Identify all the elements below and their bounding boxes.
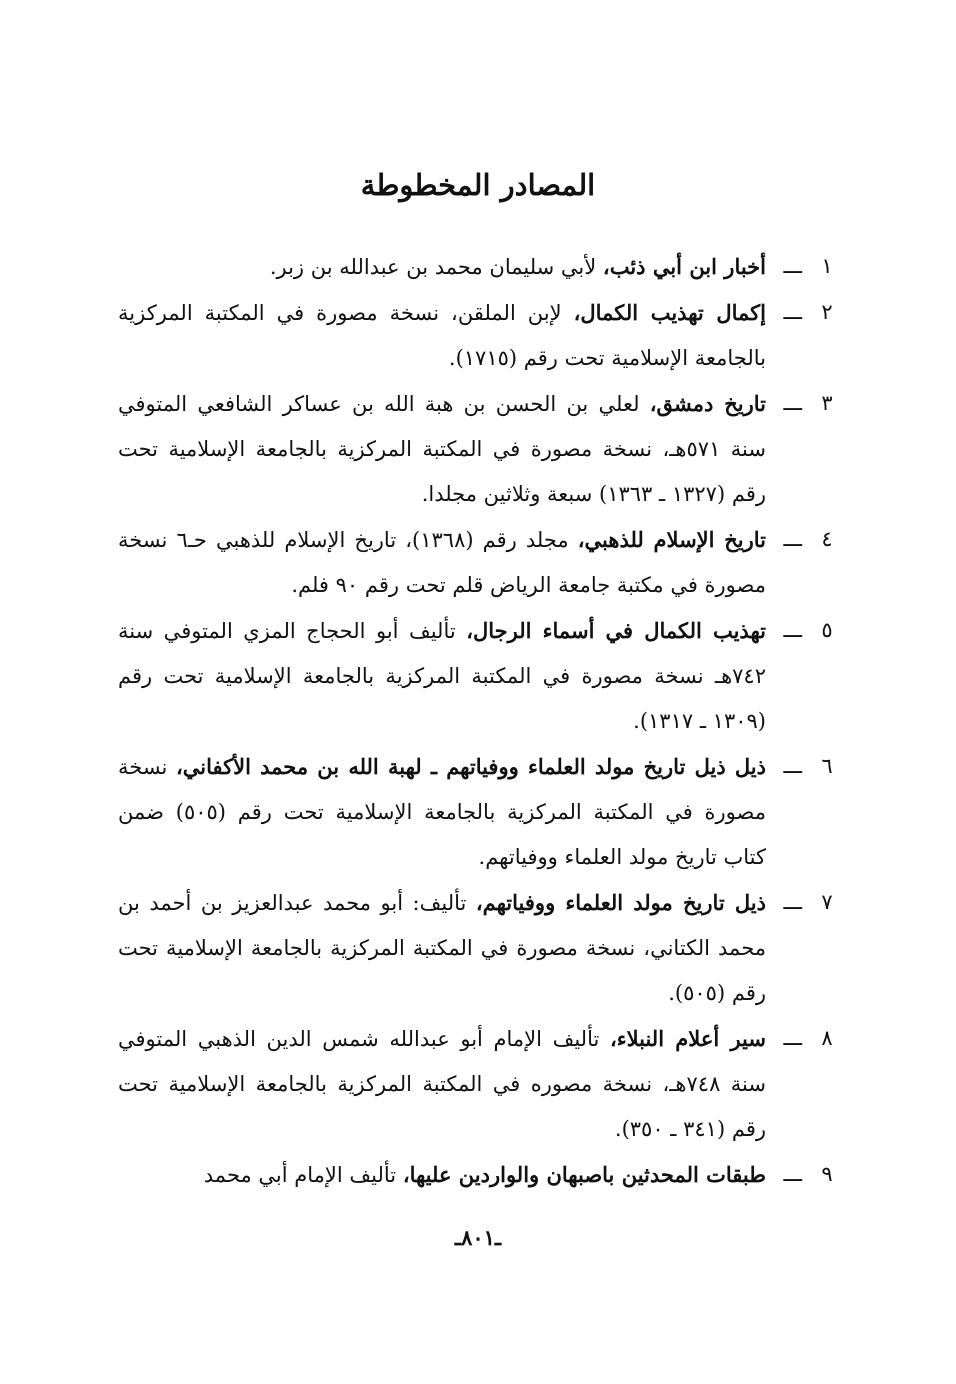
entry-title: تاريخ دمشق، [649, 391, 766, 416]
entry-number: ٩ [821, 1162, 833, 1186]
entry-dash: ـــ [783, 527, 802, 551]
entry-number: ٢ [821, 300, 833, 324]
entry-title: أخبار ابن أبي ذئب، [602, 254, 766, 279]
entry-dash: ـــ [783, 754, 802, 778]
source-entry [118, 608, 838, 744]
entry-dash: ـــ [783, 300, 802, 324]
entry-text: لإبن الملقن، نسخة مصورة في المكتبة المركزية بالجامعة الإسلامية تحت رقم (١٧١٥). [118, 301, 766, 370]
entry-number: ١ [821, 254, 833, 278]
entry-text: مجلد رقم (١٣٦٨)، تاريخ الإسلام للذهبي حـ٦ نسخة مصورة في مكتبة جامعة الرياض قلم تحت رقم ٩٠ فلم. [118, 528, 766, 597]
source-entry [118, 381, 838, 517]
source-entry [118, 1152, 838, 1198]
entry-dash: ـــ [783, 890, 802, 914]
entry-number: ٦ [821, 754, 833, 778]
entry-text: تأليف الإمام أبو عبدالله شمس الدين الذهبي المتوفي سنة ٧٤٨هـ، نسخة مصوره في المكتبة المركزية بالجامعة الإسلامية تحت رقم (٣٤١ ـ ٣٥٠). [118, 1027, 766, 1141]
entry-text: نسخة مصورة في المكتبة المركزية بالجامعة الإسلامية تحت رقم (٥٠٥) ضمن كتاب تاريخ مولد العلماء ووفياتهم. [118, 755, 766, 869]
entry-number: ٣ [821, 391, 833, 415]
entry-dash: ـــ [783, 618, 802, 642]
source-entry [118, 744, 838, 880]
entry-text: لأبي سليمان محمد بن عبدالله بن زبر. [269, 255, 603, 279]
entry-dash: ـــ [783, 1162, 802, 1186]
entry-dash: ـــ [783, 391, 802, 415]
source-entry [118, 880, 838, 1016]
entry-dash: ـــ [783, 1026, 802, 1050]
source-entry [118, 1016, 838, 1152]
source-entry [118, 244, 838, 290]
entry-title: طبقات المحدثين باصبهان والواردين عليها، [402, 1162, 766, 1187]
manuscript-sources-list [118, 244, 838, 1198]
entry-title: تهذيب الكمال في أسماء الرجال، [466, 618, 766, 643]
source-entry [118, 517, 838, 608]
entry-title: ذيل تاريخ مولد العلماء ووفياتهم، [475, 890, 766, 915]
entry-number: ٤ [821, 527, 833, 551]
entry-dash: ـــ [783, 254, 802, 278]
source-entry [118, 290, 838, 381]
entry-text: تأليف أبو الحجاج المزي المتوفي سنة ٧٤٢هـ نسخة مصورة في المكتبة المركزية بالجامعة الإسلامية تحت رقم (١٣٠٩ ـ ١٣١٧). [118, 619, 766, 733]
entry-number: ٨ [821, 1026, 833, 1050]
entry-number: ٥ [821, 618, 833, 642]
entry-text: تأليف: أبو محمد عبدالعزيز بن أحمد بن محمد الكتاني، نسخة مصورة في المكتبة المركزية بالجامعة الإسلامية تحت رقم (٥٠٥). [118, 891, 766, 1005]
entry-title: سير أعلام النبلاء، [609, 1026, 766, 1051]
page-number: ـ٨٠١ـ [454, 1225, 502, 1250]
entry-text: لعلي بن الحسن بن هبة الله بن عساكر الشافعي المتوفي سنة ٥٧١هـ، نسخة مصورة في المكتبة المركزية بالجامعة الإسلامية تحت رقم (١٣٢٧ ـ ١٣٦٣) سبعة وثلاثين مجلدا. [118, 392, 766, 506]
entry-title: إكمال تهذيب الكمال، [573, 300, 767, 325]
entry-title: ذيل ذيل تاريخ مولد العلماء ووفياتهم ـ لهبة الله بن محمد الأكفاني، [175, 754, 766, 779]
entry-number: ٧ [821, 890, 833, 914]
entry-text: تأليف الإمام أبي محمد [203, 1163, 403, 1187]
entry-title: تاريخ الإسلام للذهبي، [577, 527, 766, 552]
page-title: المصادر المخطوطة [360, 168, 596, 202]
